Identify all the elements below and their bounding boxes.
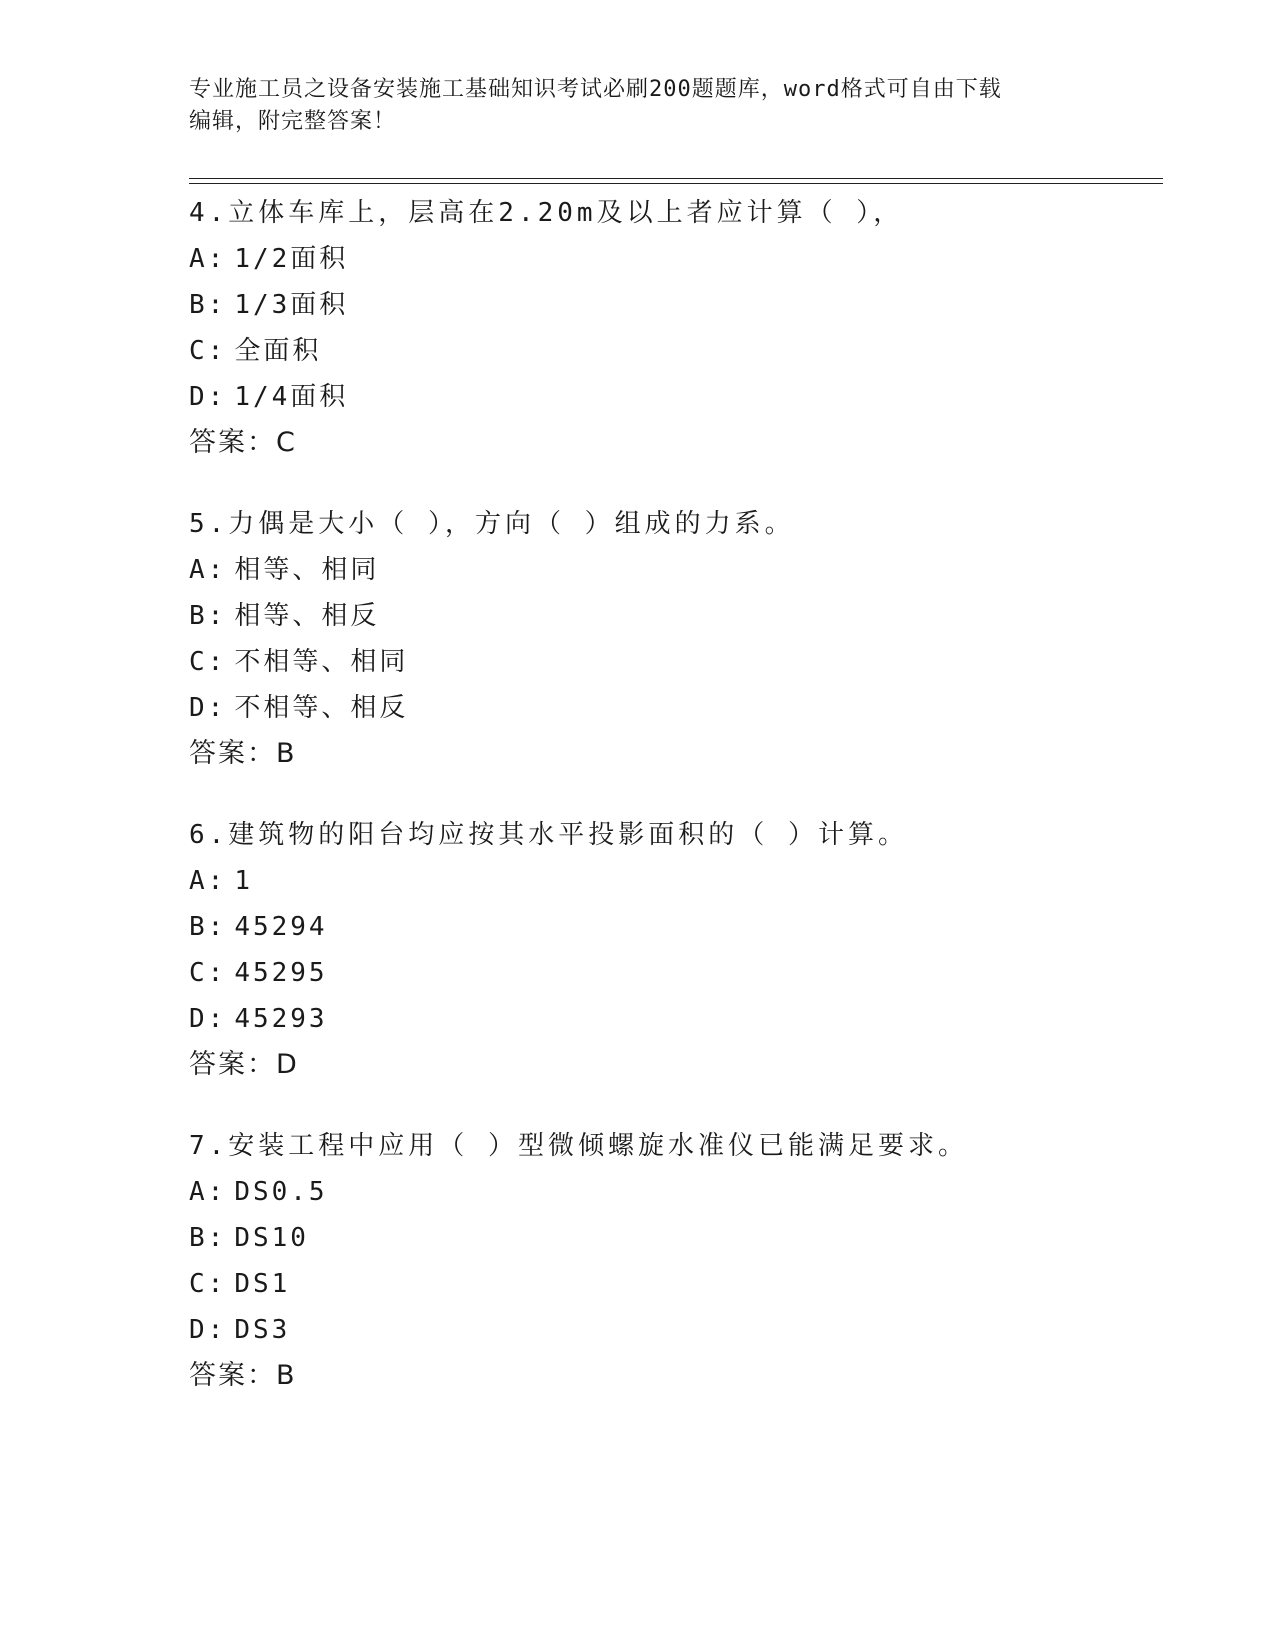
question-6 xyxy=(189,812,1163,1088)
option-d xyxy=(189,685,1163,731)
option-key: D: xyxy=(189,693,227,723)
option-text: 相等、相同 xyxy=(234,555,380,585)
question-5 xyxy=(189,501,1163,777)
option-d xyxy=(189,1307,1163,1353)
question-7 xyxy=(189,1123,1163,1399)
option-c xyxy=(189,328,1163,374)
option-text: 45293 xyxy=(234,1004,328,1034)
option-text: 1/4面积 xyxy=(234,382,349,412)
option-key: C: xyxy=(189,647,227,677)
option-text: 1 xyxy=(234,866,253,896)
option-key: A: xyxy=(189,1177,227,1207)
option-text: DS10 xyxy=(234,1223,309,1253)
option-a xyxy=(189,1169,1163,1215)
option-b xyxy=(189,282,1163,328)
option-text: 全面积 xyxy=(234,336,322,366)
answer-label: 答案：C xyxy=(189,427,297,458)
option-key: D: xyxy=(189,1315,227,1345)
option-text: DS1 xyxy=(234,1269,291,1299)
document-header xyxy=(189,74,1089,138)
option-d xyxy=(189,996,1163,1042)
option-key: C: xyxy=(189,958,227,988)
option-key: C: xyxy=(189,1269,227,1299)
option-text: 1/2面积 xyxy=(234,244,349,274)
answer-label: 答案：B xyxy=(189,738,297,769)
question-list xyxy=(189,190,1163,1399)
option-text: 不相等、相反 xyxy=(234,693,409,723)
option-c xyxy=(189,950,1163,996)
header-title-line-2: 编辑，附完整答案！ xyxy=(189,109,397,134)
option-a xyxy=(189,858,1163,904)
option-c xyxy=(189,1261,1163,1307)
option-text: DS3 xyxy=(234,1315,291,1345)
option-text: 45294 xyxy=(234,912,328,942)
option-key: B: xyxy=(189,601,227,631)
answer-label: 答案：B xyxy=(189,1360,297,1391)
question-4 xyxy=(189,190,1163,466)
answer-label: 答案：D xyxy=(189,1049,299,1080)
option-key: B: xyxy=(189,912,227,942)
option-text: DS0.5 xyxy=(234,1177,328,1207)
option-key: A: xyxy=(189,555,227,585)
option-text: 45295 xyxy=(234,958,328,988)
option-text: 1/3面积 xyxy=(234,290,349,320)
header-divider-bottom xyxy=(189,183,1163,184)
question-stem: 7.安装工程中应用（ ）型微倾螺旋水准仪已能满足要求。 xyxy=(189,1131,968,1161)
option-b xyxy=(189,904,1163,950)
option-key: D: xyxy=(189,1004,227,1034)
option-text: 不相等、相同 xyxy=(234,647,409,677)
header-title-line-1: 专业施工员之设备安装施工基础知识考试必刷200题题库，word格式可自由下载 xyxy=(189,77,1002,102)
option-c xyxy=(189,639,1163,685)
question-stem: 5.力偶是大小（ ），方向（ ）组成的力系。 xyxy=(189,509,795,539)
option-key: A: xyxy=(189,866,227,896)
option-key: B: xyxy=(189,290,227,320)
question-stem: 6.建筑物的阳台均应按其水平投影面积的（ ）计算。 xyxy=(189,820,908,850)
option-b xyxy=(189,593,1163,639)
option-a xyxy=(189,547,1163,593)
option-text: 相等、相反 xyxy=(234,601,380,631)
option-key: A: xyxy=(189,244,227,274)
option-b xyxy=(189,1215,1163,1261)
option-d xyxy=(189,374,1163,420)
option-key: D: xyxy=(189,382,227,412)
option-a xyxy=(189,236,1163,282)
option-key: C: xyxy=(189,336,227,366)
header-divider-top xyxy=(189,178,1163,179)
question-stem: 4.立体车库上，层高在2.20m及以上者应计算（ ）， xyxy=(189,198,904,228)
option-key: B: xyxy=(189,1223,227,1253)
